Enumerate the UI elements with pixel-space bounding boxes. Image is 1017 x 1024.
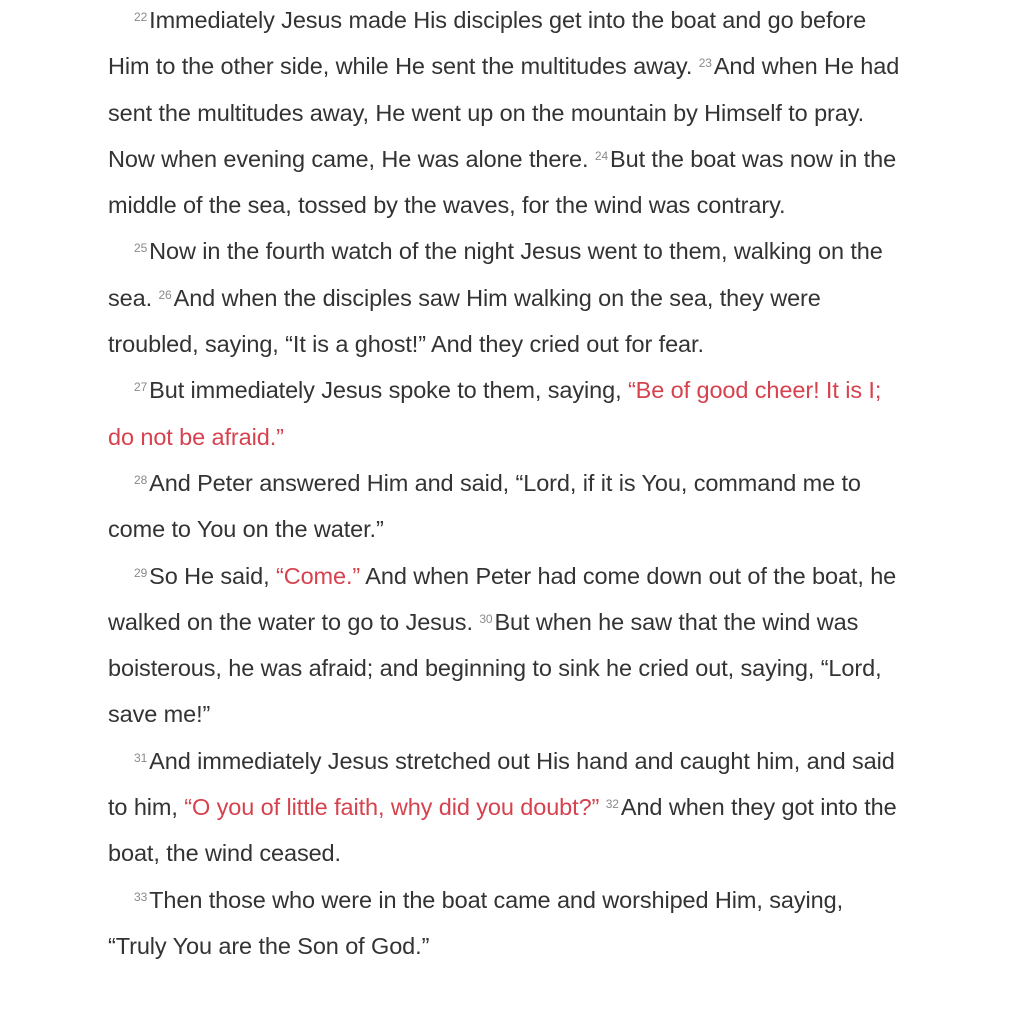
paragraph	[108, 553, 908, 738]
paragraph	[108, 738, 908, 877]
verse-text: And Peter answered Him and said, “Lord, if it is You, command me to come to You on the water.”	[108, 469, 861, 543]
verse-number[interactable]: 24	[594, 148, 609, 163]
verse-text: Now in the fourth watch of the night Jesus went to them, walking on the sea.	[108, 238, 883, 311]
verse-text: Then those who were in the boat came and worshiped Him, saying, “Truly You are the Son of God.”	[108, 886, 844, 959]
paragraph	[108, 0, 908, 228]
verse-number[interactable]: 26	[158, 287, 172, 302]
verse-text: And when the disciples saw Him walking on the sea, they were troubled, saying, “It is a ghost!” And they cried out for fear.	[108, 284, 821, 358]
words-of-jesus: “O you of little faith, why did you doubt?”	[184, 794, 600, 821]
verse-text: But immediately Jesus spoke to them, saying,	[149, 377, 622, 404]
verse-text: But the boat was now in the middle of the sea, tossed by the waves, for the wind was contrary.	[108, 145, 897, 219]
verse-text: Immediately Jesus made His disciples get into the boat and go before Him to the other side, while He sent the multitudes away.	[108, 7, 867, 80]
scripture-passage	[108, 0, 908, 969]
paragraph	[108, 877, 908, 970]
paragraph	[108, 460, 908, 553]
paragraph	[108, 367, 908, 460]
words-of-jesus: “Be of good cheer! It is I; do not be afraid.”	[108, 377, 882, 450]
verse-number[interactable]: 31	[134, 750, 148, 765]
verse-text: And when Peter had come down out of the boat, he walked on the water to go to Jesus.	[108, 562, 897, 635]
verse-number[interactable]: 27	[134, 380, 148, 395]
verse-text: And when they got into the boat, the wind ceased.	[108, 794, 897, 867]
verse-number[interactable]: 22	[134, 10, 148, 24]
verse-number[interactable]: 33	[134, 889, 148, 904]
verse-number[interactable]: 29	[134, 565, 148, 580]
paragraph	[108, 228, 908, 367]
verse-text: And when He had sent the multitudes away, He went up on the mountain by Himself to pray. Now when evening came, He was alone there.	[108, 53, 900, 172]
verse-number[interactable]: 28	[134, 472, 148, 487]
verse-number[interactable]: 23	[698, 56, 712, 71]
verse-number[interactable]: 32	[605, 797, 619, 812]
verse-text: And immediately Jesus stretched out His hand and caught him, and said to him,	[108, 747, 895, 821]
verse-text: So He said,	[149, 562, 270, 589]
verse-number[interactable]: 25	[134, 241, 148, 256]
verse-number[interactable]: 30	[479, 611, 493, 626]
verse-text: But when he saw that the wind was boisterous, he was afraid; and beginning to sink he cried out, saying, “Lord, save me!”	[108, 608, 882, 728]
words-of-jesus: “Come.”	[275, 562, 361, 589]
